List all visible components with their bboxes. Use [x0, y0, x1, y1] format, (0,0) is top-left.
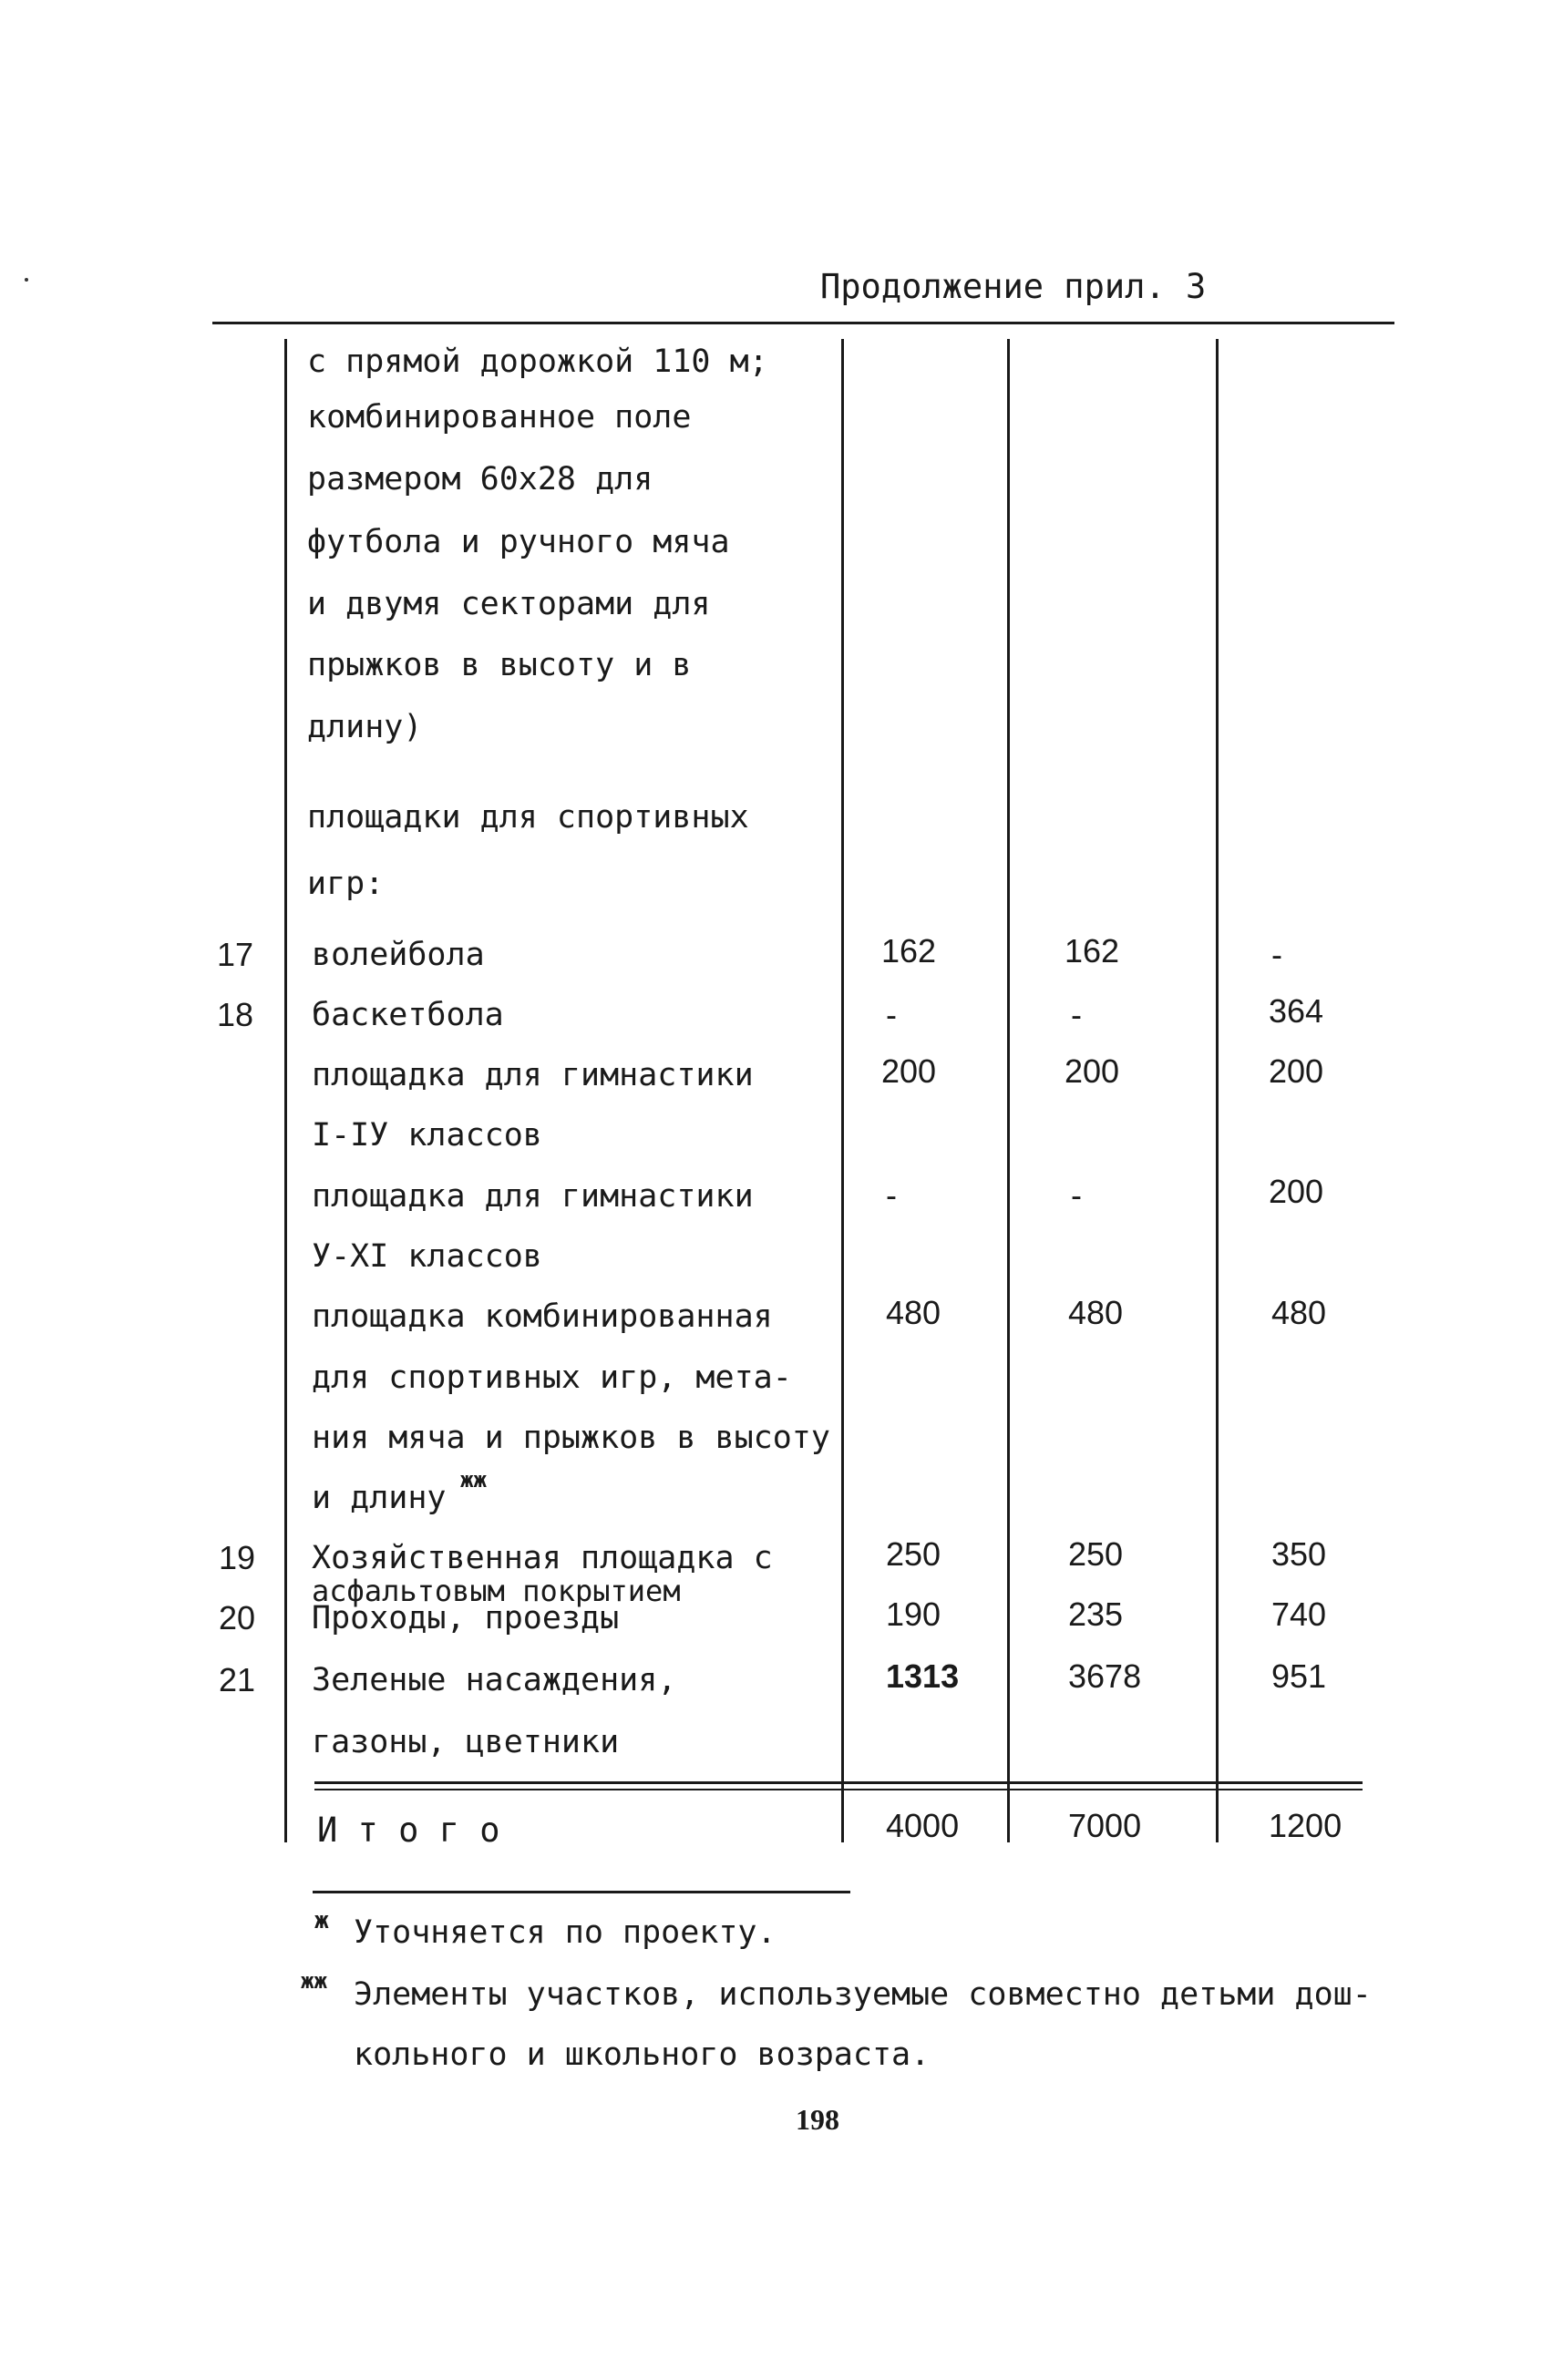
column-divider-col3 [1216, 339, 1219, 1842]
value-cell: 364 [1269, 992, 1324, 1030]
value-cell: 200 [1065, 1052, 1120, 1090]
value-cell: 480 [886, 1294, 941, 1331]
value-cell: 951 [1271, 1657, 1327, 1695]
column-divider-col2 [1007, 339, 1010, 1842]
desc-line: асфальтовым покрытием [312, 1574, 681, 1608]
desc-line: У-XI классов [312, 1238, 542, 1275]
footnote-rule [313, 1891, 850, 1893]
footnote-marker: ж [314, 1907, 329, 1934]
value-cell: 1313 [886, 1657, 960, 1695]
total-value: 4000 [886, 1807, 960, 1844]
total-value: 1200 [1269, 1807, 1342, 1844]
scan-speck [25, 278, 28, 282]
desc-line: газоны, цветники [312, 1724, 620, 1760]
column-divider-desc [284, 339, 287, 1842]
row-number: 20 [219, 1599, 256, 1636]
desc-line: размером 60х28 для [307, 461, 653, 498]
total-rule-top [314, 1781, 1363, 1784]
value-cell: 250 [1068, 1535, 1124, 1573]
total-rule-bottom [314, 1789, 1363, 1790]
value-cell: 350 [1271, 1535, 1327, 1573]
desc-line: площадка для гимнастики [312, 1057, 754, 1093]
desc-line: Хозяйственная площадка с [312, 1540, 773, 1576]
desc-line: Проходы, проезды [312, 1600, 620, 1636]
value-cell: 250 [886, 1535, 941, 1573]
total-label: И т о г о [317, 1811, 500, 1850]
desc-line: Зеленые насаждения, [312, 1662, 677, 1698]
value-cell: - [1071, 996, 1082, 1033]
row-number: 17 [217, 936, 254, 973]
value-cell: 740 [1271, 1595, 1327, 1633]
desc-line: с прямой дорожкой 110 м; [307, 344, 768, 380]
value-cell: - [1071, 1176, 1082, 1214]
desc-line: баскетбола [312, 997, 504, 1033]
desc-line: волейбола [312, 937, 485, 973]
page-number: 198 [796, 2103, 839, 2136]
row-number: 19 [219, 1539, 256, 1576]
value-cell: 200 [881, 1052, 937, 1090]
desc-line: прыжков в высоту и в [307, 647, 692, 683]
footnote-2-line2: кольного и школьного возраста. [354, 2036, 931, 2073]
value-cell: 200 [1269, 1052, 1324, 1090]
footnote-2-line1: Элементы участков, используемые совместно детьми дош- [354, 1976, 1372, 2013]
row-number: 21 [219, 1661, 256, 1698]
value-cell: 162 [881, 932, 937, 969]
value-cell: - [886, 996, 897, 1033]
value-cell: 480 [1068, 1294, 1124, 1331]
footnote-1: Уточняется по проекту. [354, 1914, 777, 1951]
desc-line: и длину [312, 1480, 447, 1516]
desc-line: футбола и ручного мяча [307, 524, 730, 560]
value-cell: 480 [1271, 1294, 1327, 1331]
desc-line: комбинированное поле [307, 399, 692, 436]
desc-line: и двумя секторами для [307, 586, 711, 622]
desc-line: площадки для спортивных [307, 799, 749, 836]
value-cell: 235 [1068, 1595, 1124, 1633]
continuation-header: Продолжение прил. 3 [820, 267, 1207, 306]
footnote-marker: жж [301, 1968, 327, 1994]
value-cell: 190 [886, 1595, 941, 1633]
desc-line: I-IУ классов [312, 1117, 542, 1154]
desc-line: площадка комбинированная [312, 1298, 773, 1335]
desc-line: для спортивных игр, мета- [312, 1359, 792, 1396]
value-cell: - [1271, 936, 1282, 973]
value-cell: 200 [1269, 1173, 1324, 1210]
column-divider-col1 [841, 339, 844, 1842]
desc-line: длину) [307, 709, 423, 745]
desc-line: ния мяча и прыжков в высоту [312, 1420, 830, 1456]
value-cell: 3678 [1068, 1657, 1142, 1695]
table-top-rule [212, 322, 1394, 324]
footnote-marker: жж [460, 1467, 487, 1493]
desc-line: площадка для гимнастики [312, 1178, 754, 1215]
value-cell: 162 [1065, 932, 1120, 969]
desc-line: игр: [307, 866, 385, 902]
row-number: 18 [217, 996, 254, 1033]
total-value: 7000 [1068, 1807, 1142, 1844]
value-cell: - [886, 1176, 897, 1214]
